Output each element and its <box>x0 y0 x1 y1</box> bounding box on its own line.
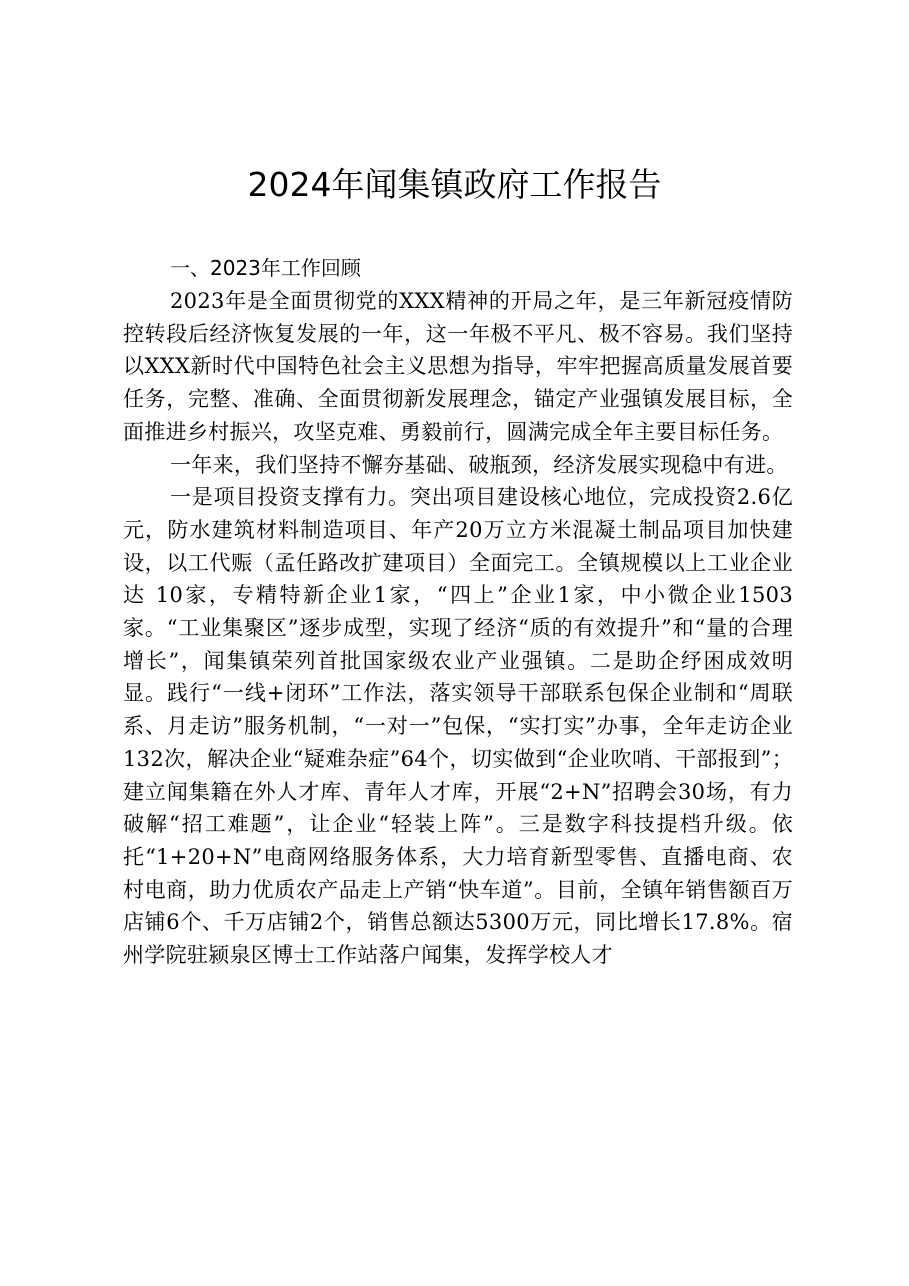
page-title: 2024年闻集镇政府工作报告 <box>247 165 662 204</box>
paragraph-review-intro: 2023年是全面贯彻党的XXX精神的开局之年，是三年新冠疫情防控转段后经济恢复发展的一年，这一年极不平凡、极不容易。我们坚持以XXX新时代中国特色社会主义思想为指导，牢牢把握高质量发展首要任务，完整、准确、全面贯彻新发展理念，锚定产业强镇发展目标，全面推进乡村振兴，攻坚克难、勇毅前行，圆满完成全年主要目标任务。 <box>123 289 793 444</box>
paragraph-project-investment: 一是项目投资支撑有力。突出项目建设核心地位，完成投资2.6亿元，防水建筑材料制造项目、年产20万立方米混凝土制品项目加快建设，以工代赈（孟任路改扩建项目）全面完工。全镇规模以上工业企业达 10家，专精特新企业1家，“四上”企业1家，中小微企业1503家。“工业集聚区”逐步成型，实现了经济“质的有效提升”和“量的合理增长”，闻集镇荣列首批国家级农业产业强镇。二是助企纾困成效明显。践行“一线+闭环”工作法，落实领导干部联系包保企业制和“周联系、月走访”服务机制，“一对一”包保，“实打实”办事，全年走访企业132次，解决企业“疑难杂症”64个，切实做到“企业吹哨、干部报到”；建立闻集籍在外人才库、青年人才库，开展“2+N”招聘会30场，有力破解“招工难题”，让企业“轻装上阵”。三是数字科技提档升级。依托“1+20+N”电商网络服务体系，大力培育新型零售、直播电商、农村电商，助力优质农产品走上产销“快车道”。目前，全镇年销售额百万店铺6个、千万店铺2个，销售总额达5300万元，同比增长17.8%。宿州学院驻颍泉区博士工作站落户闻集，发挥学校人才 <box>123 485 793 968</box>
document-body <box>123 252 793 972</box>
section-heading: 一、2023年工作回顾 <box>170 256 361 280</box>
paragraph-economy-summary: 一年来，我们坚持不懈夯基础、破瓶颈，经济发展实现稳中有进。 <box>170 452 788 477</box>
